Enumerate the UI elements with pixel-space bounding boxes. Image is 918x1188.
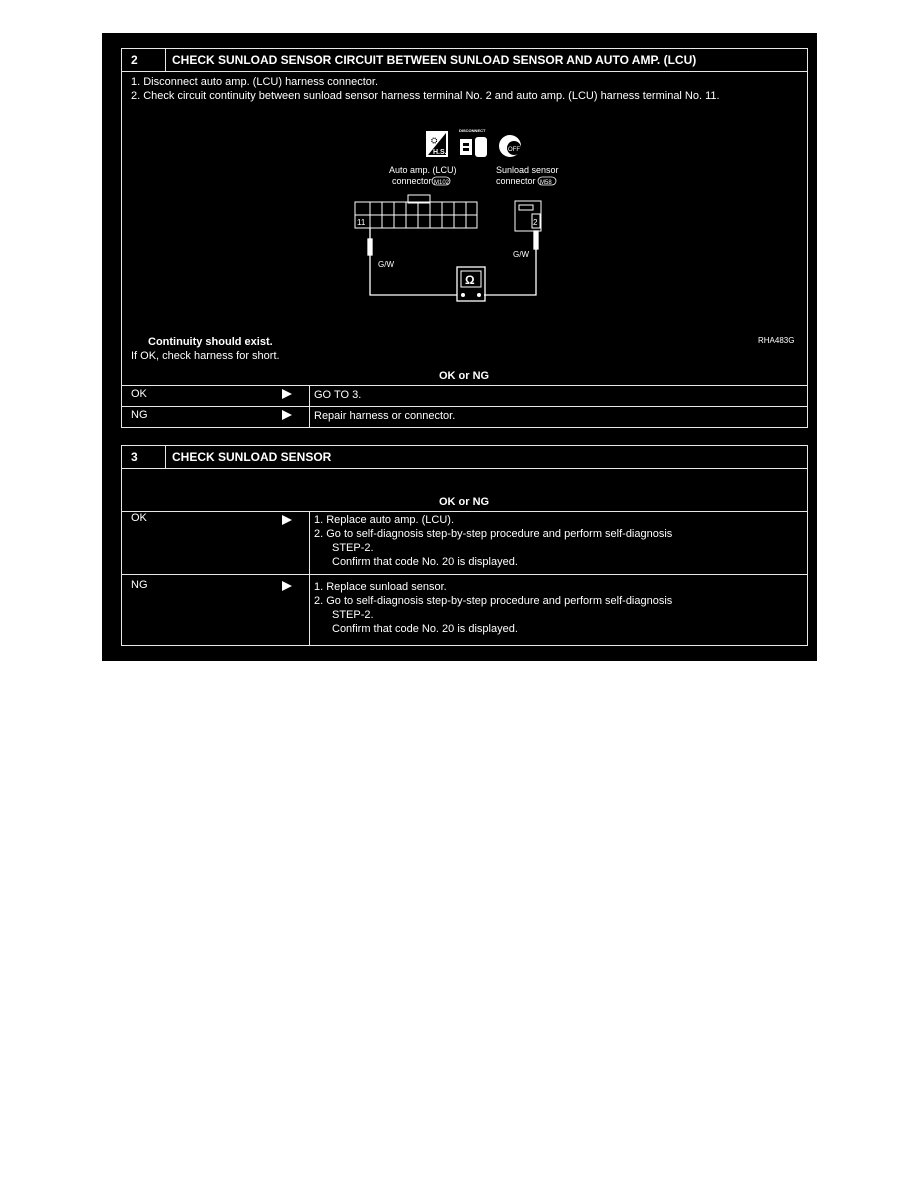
svg-text:⛭: ⛭ (431, 136, 438, 145)
step-3-header (122, 446, 807, 469)
figure-code: RHA483G (758, 336, 795, 345)
step-2-box (121, 48, 808, 428)
hs-label: H.S. (433, 149, 447, 156)
terminal-2: 2 (533, 218, 538, 227)
ok-or-ng-label: OK or NG (439, 370, 490, 382)
instruction-1: 1. Disconnect auto amp. (LCU) harness connector. (131, 76, 379, 88)
row-action: Repair harness or connector. (314, 410, 456, 422)
step-number: 3 (122, 446, 166, 468)
auto-amp-connector-label: connector (392, 176, 432, 186)
ok-or-ng-label: OK or NG (439, 496, 490, 508)
arrow-right-icon (282, 581, 292, 591)
auto-amp-connector (355, 195, 477, 228)
arrow-right-icon (282, 389, 292, 399)
wire-color-right: G/W (513, 250, 529, 259)
ohmmeter-icon (457, 267, 485, 301)
result-row-ok (122, 511, 807, 575)
result-row-ng (122, 406, 807, 428)
step-2-header (122, 49, 807, 72)
row-key: NG (131, 579, 148, 591)
arrow-right-icon (282, 410, 292, 420)
step-title: CHECK SUNLOAD SENSOR (172, 450, 332, 464)
harness-note: If OK, check harness for short. (131, 350, 280, 362)
row-action: 1. Replace auto amp. (LCU). 2. Go to self-diagnosis step-by-step procedure and perform self-diagnosis STEP-2. Confirm that code No. 20 is displayed. (314, 514, 673, 568)
document-page (102, 33, 817, 661)
off-label: OFF (508, 147, 520, 153)
result-row-ng (122, 574, 807, 646)
step-title: CHECK SUNLOAD SENSOR CIRCUIT BETWEEN SUNLOAD SENSOR AND AUTO AMP. (LCU) (172, 53, 697, 67)
sunload-connector-label: connector (496, 176, 536, 186)
row-key: OK (131, 512, 147, 524)
terminal-11: 11 (357, 218, 366, 227)
sunload-connector-id: M58 (540, 180, 552, 186)
row-key: NG (131, 409, 148, 421)
disconnect-icon (459, 128, 487, 157)
disconnect-label: DISCONNECT (459, 128, 486, 133)
instruction-2: 2. Check circuit continuity between sunload sensor harness terminal No. 2 and auto amp. (LCU) harness terminal No. 11. (131, 90, 720, 102)
row-action: GO TO 3. (314, 389, 362, 401)
arrow-right-icon (282, 515, 292, 525)
ignition-off-icon (499, 135, 521, 157)
step-3-box (121, 445, 808, 646)
result-row-ok (122, 385, 807, 407)
auto-amp-label: Auto amp. (LCU) (389, 165, 457, 175)
step-number: 2 (122, 49, 166, 71)
ohm-symbol: Ω (465, 273, 475, 287)
hs-icon (426, 131, 448, 157)
wire-color-left: G/W (378, 260, 394, 269)
auto-amp-connector-id: M102 (434, 180, 450, 186)
sunload-sensor-label: Sunload sensor (496, 165, 559, 175)
row-key: OK (131, 388, 147, 400)
continuity-result: Continuity should exist. (148, 336, 273, 348)
row-action: 1. Replace sunload sensor. 2. Go to self-diagnosis step-by-step procedure and perform self-diagnosis STEP-2. Confirm that code No. 20 is displayed. (314, 581, 673, 635)
